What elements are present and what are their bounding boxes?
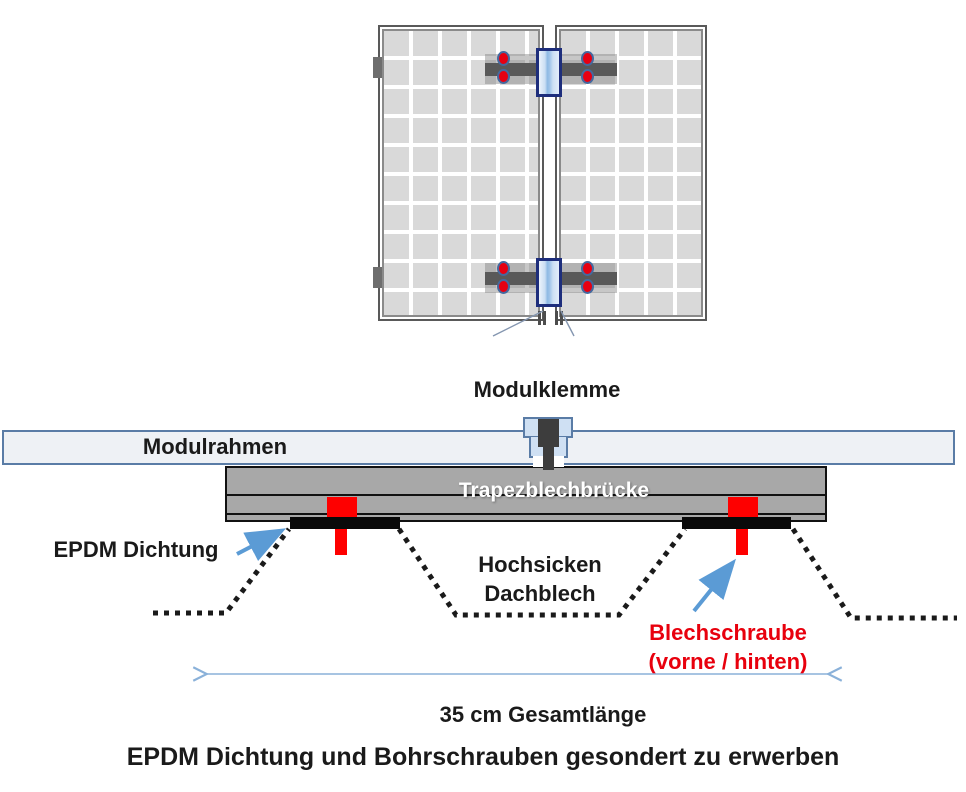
gesamtlaenge-label: 35 cm Gesamtlänge [439,702,647,727]
modulklemme-label: Modulklemme [473,377,621,402]
footer-note: EPDM Dichtung und Bohrschrauben gesondert zu erwerben [126,743,840,771]
hochsicken-dachblech-label: Hochsicken Dachblech [478,552,602,606]
modulklemme-leader-lines [493,311,574,336]
trapezblechbruecke-label: Trapezblechbrücke [458,479,650,502]
epdm-dichtung-label: EPDM Dichtung [53,537,219,562]
roof-profile-dotted-line [153,529,957,618]
epdm-arrow [237,532,279,554]
blechschraube-arrow [694,565,731,611]
modulrahmen-label: Modulrahmen [142,434,288,459]
blechschraube-label: Blechschraube (vorne / hinten) [648,620,808,674]
